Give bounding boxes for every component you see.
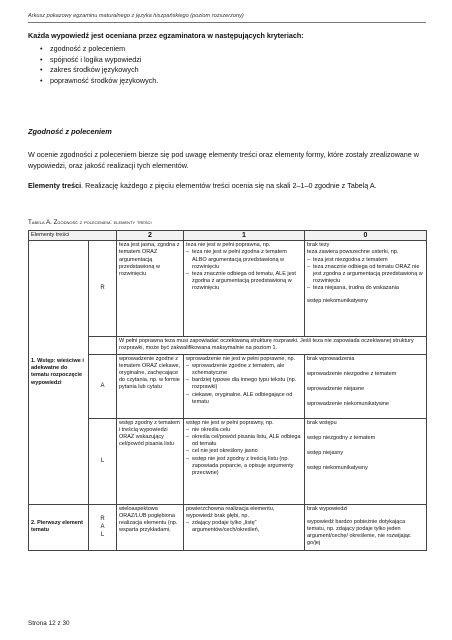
cell-r-1-lead: teza nie jest w pełni poprawna, np. xyxy=(186,242,271,249)
code-r: R xyxy=(89,241,117,337)
cell-l-0-line: wstęp niezgodny z tematem xyxy=(307,434,376,441)
code-ral: R A L xyxy=(89,504,117,550)
cell-l-2: wstęp zgodny z tematem i treścią wypowiedzi ORAZ wskazujący cel/powód pisania listu xyxy=(117,418,184,504)
cell-r-2: teza jest jasna, zgodna z tematem ORAZ argumentacją przedstawioną w rozwinięciu xyxy=(117,241,184,337)
cell-e-0 xyxy=(305,504,427,550)
list-item: – określa cel/powód pisania listu, ALE odbiega od tematu xyxy=(186,434,302,448)
cell-a-0-line: wprowadzenie niekomunikatywne xyxy=(307,401,389,408)
element-group-1: 1. Wstęp: wieściwe i adekwatne do tematu rozpoczęcie wypowiedzi xyxy=(29,241,89,504)
cell-a-1-lead: wprowadzenie nie jest w pełni poprawne, np. xyxy=(186,355,296,362)
cell-l-1-lead: wstęp nie jest w pełni poprawny, np. xyxy=(186,419,274,426)
table-row-element-2 xyxy=(29,504,427,550)
list-item: – teza jest niezgodna z tematem xyxy=(307,257,424,264)
table-row-l xyxy=(29,418,427,504)
table-caption: Tabela A. Zgodność z poleceniem: elementy treści xyxy=(28,219,152,226)
criteria-item: • zgodność z poleceniem xyxy=(40,44,158,55)
table-row-a xyxy=(29,354,427,418)
list-item: – teza znacznie odbiega od tematu ORAZ nie jest zgodna z argumentacją przedstawioną w rozwinięciu xyxy=(307,264,424,286)
cell-a-0-line: wprowadzenie niejasne xyxy=(307,386,365,393)
table-header-row xyxy=(29,231,427,241)
cell-l-0-line: brak wstępu xyxy=(307,419,337,426)
element-group-2: 2. Pierwszy element tematu xyxy=(29,504,89,550)
cell-l-1 xyxy=(184,418,305,504)
cell-e-0-line: wypowiedź bardzo pobieżnie dotykająca tematu, np. zdający podaje tylko jeden argument/cechę/ określenie, nie rozwijając go/jej xyxy=(307,518,411,547)
criteria-table xyxy=(28,230,427,551)
cell-l-0-line: wstęp niekomunikatywny xyxy=(307,465,368,472)
cell-r-0-lead: brak tezy xyxy=(307,242,330,249)
header-score-1: 1 xyxy=(184,231,305,241)
header-elements: Elementy treści xyxy=(29,231,117,241)
list-item: – nie określa celu xyxy=(186,427,302,434)
paragraph-2-bold: Elementy treści xyxy=(28,181,82,190)
cell-r-1 xyxy=(184,241,305,337)
cell-l-0 xyxy=(305,418,427,504)
table-row-note xyxy=(29,337,427,354)
header-rule xyxy=(28,22,426,23)
list-item: – ciekawe, oryginalne, ALE odbiegające od tematu xyxy=(186,392,302,406)
cell-a-0-line: brak wprowadzenia xyxy=(307,355,355,362)
cell-r-0-tail: wstęp niekomunikatywny xyxy=(307,297,368,304)
cell-r-0-sub: teza zawiera powszechne usterki, np. xyxy=(307,249,399,256)
cell-a-0 xyxy=(305,354,427,418)
header-score-2: 2 xyxy=(117,231,184,241)
cell-a-1 xyxy=(184,354,305,418)
cell-l-0-line: wstęp niejasny xyxy=(307,450,344,457)
criteria-item: • poprawność środków językowych. xyxy=(40,76,158,87)
page-footer: Strona 12 z 30 xyxy=(28,620,70,627)
list-item: – cel nie jest określony jasno xyxy=(186,448,302,455)
list-item: – teza niejasna, trudna do wskazania xyxy=(307,285,424,292)
page-header: Arkusz pokazowy egzaminu maturalnego z języka hiszpańskiego (poziom rozszerzony) xyxy=(28,13,244,19)
table-row-r xyxy=(29,241,427,337)
criteria-item: • zakres środków językowych xyxy=(40,65,158,76)
cell-e-0-line: brak wypowiedzi xyxy=(307,505,348,512)
list-item: – wprowadzenie zgodne z tematem, ale schematyczne xyxy=(186,363,302,377)
section-title: Zgodność z poleceniem xyxy=(28,127,112,136)
cell-r-0 xyxy=(305,241,427,337)
header-score-0: 0 xyxy=(305,231,427,241)
list-item: – teza znacznie odbiega od tematu, ALE jest zgodna z argumentacją przedstawioną w rozwinięciu xyxy=(186,271,302,293)
paragraph-2 xyxy=(28,181,426,192)
paragraph-1: W ocenie zgodności z poleceniem bierze się pod uwagę elementy treści oraz elementy formy, które zostały zrealizowane w wypowiedzi, oraz jakość realizacji tych elementów. xyxy=(28,150,419,170)
list-item: – teza nie jest w pełni zgodna z tematem ALBO argumentacją przedstawioną w rozwinięciu xyxy=(186,249,302,271)
code-l: L xyxy=(89,418,117,504)
merged-note: W pełni poprawna teza musi zapowiadać oczekiwaną strukturę rozprawki. Jeśli teza nie zapowiada oczekiwanej struktury rozprawki, może być zakwalifikowana maksymalnie na poziom 1. xyxy=(117,337,427,354)
cell-e-2: wieloaspektowa ORAZ/LUB pogłębiona realizacja elementu (np. wsparta przykładami, xyxy=(117,504,184,550)
criteria-intro: Każda wypowiedź jest oceniana przez egzaminatora w następujących kryteriach: xyxy=(28,31,304,40)
paragraph-2-rest: . Realizację każdego z pięciu elementów treści ocenia się na skali 2–1–0 zgodnie z Tabelą A. xyxy=(81,181,377,190)
cell-a-0-line: wprowadzenie niezgodne z tematem xyxy=(307,370,397,377)
code-a: A xyxy=(89,354,117,418)
list-item: – bardziej typowe dla innego typu tekstu (np. rozprawki) xyxy=(186,377,302,391)
criteria-item: • spójność i logika wypowiedzi xyxy=(40,55,158,66)
cell-e-1-lead: powierzchowna realizacja elementu, wypowiedź brak głębi, np. xyxy=(186,505,275,519)
list-item: – zdający podaje tylko „listę” argumentów/cech/określeń, xyxy=(186,520,302,534)
criteria-list xyxy=(40,44,158,86)
cell-a-2: wprowadzenie zgodne z tematem ORAZ ciekawe, oryginalne, zachęcające do czytania, np. w formie pytania lub cytatu xyxy=(117,354,184,418)
list-item: – wstęp nie jest zgodny z treścią listu (np. zapowiada poparcie, a opisuje argumenty przeciwne) xyxy=(186,456,302,478)
cell-e-1 xyxy=(184,504,305,550)
